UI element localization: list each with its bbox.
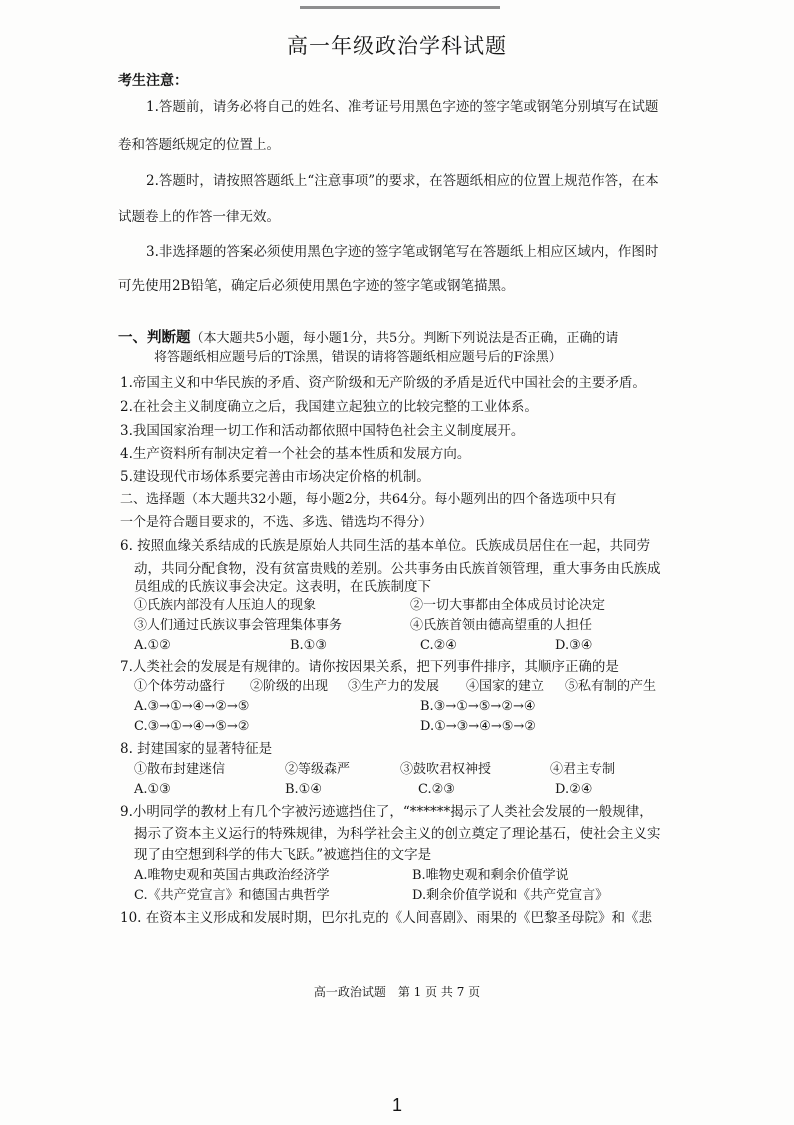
q8-statement: ①散布封建迷信 [134, 762, 226, 777]
q6-statement: ④氏族首领由德高望重的人担任 [410, 618, 593, 633]
notice-line: 试题卷上的作答一律无效。 [118, 209, 280, 225]
notice-line: 1.答题前，请务必将自己的姓名、准考证号用黑色字迹的签字笔或钢笔分别填写在试题 [146, 99, 659, 115]
question-10-stem: 10. 在资本主义形成和发展时期，巴尔扎克的《人间喜剧》、雨果的《巴黎圣母院》和《悲 [120, 910, 653, 926]
section2-instructions: 一个是符合题目要求的，不选、多选、错选均不得分） [120, 515, 433, 530]
q6-statement: ③人们通过氏族议事会管理集体事务 [134, 618, 343, 633]
q8-statement: ③鼓吹君权神授 [400, 762, 492, 777]
q7-option-d: D.①→③→④→⑤→② [420, 719, 536, 734]
q8-option-c: C.②③ [418, 782, 455, 797]
question-9-stem: 揭示了资本主义运行的特殊规律，为科学社会主义的创立奠定了理论基石，使社会主义实 [134, 826, 661, 842]
question-6-stem: 6. 按照血缘关系结成的氏族是原始人共同生活的基本单位。氏族成员居住在一起，共同劳 [120, 538, 651, 554]
q7-option-a: A.③→①→④→②→⑤ [134, 699, 250, 714]
q9-option-a: A.唯物史观和英国古典政治经济学 [134, 868, 330, 883]
judgement-item: 1.帝国主义和中华民族的矛盾、资产阶级和无产阶级的矛盾是近代中国社会的主要矛盾。 [120, 375, 646, 391]
notice-line: 可先使用2B铅笔，确定后必须使用黑色字迹的签字笔或钢笔描黑。 [118, 278, 515, 294]
judgement-item: 3.我国国家治理一切工作和活动都依照中国特色社会主义制度展开。 [120, 423, 525, 439]
question-8-stem: 8. 封建国家的显著特征是 [120, 741, 273, 757]
q8-option-a: A.①③ [134, 782, 171, 797]
section1-instructions: （本大题共5小题，每小题1分，共5分。判断下列说法是否正确，正确的请 [190, 331, 619, 346]
notice-line: 卷和答题纸规定的位置上。 [118, 137, 280, 153]
q7-option-b: B.③→①→⑤→②→④ [420, 699, 536, 714]
q6-statement: ①氏族内部没有人压迫人的现象 [134, 598, 317, 613]
q8-option-d: D.②④ [555, 782, 593, 797]
notice-heading: 考生注意： [118, 73, 188, 89]
judgement-item: 5.建设现代市场体系要完善由市场决定价格的机制。 [120, 469, 430, 485]
q7-option-c: C.③→①→④→⑤→② [134, 719, 250, 734]
section2-heading: 二、选择题（本大题共32小题，每小题2分，共64分。每小题列出的四个备选项中只有 [120, 492, 617, 507]
question-9-stem: 9.小明同学的教材上有几个字被污迹遮挡住了，“******揭示了人类社会发展的一般规律， [120, 804, 653, 820]
q7-event: ③生产力的发展 [348, 679, 440, 694]
q7-event: ④国家的建立 [466, 679, 545, 694]
q8-statement: ②等级森严 [285, 762, 351, 777]
judgement-item: 2.在社会主义制度确立之后，我国建立起独立的比较完整的工业体系。 [120, 399, 538, 415]
question-9-stem: 现了由空想到科学的伟大飞跃。”被遮挡住的文字是 [134, 847, 432, 863]
q8-option-b: B.①④ [285, 782, 322, 797]
question-6-stem: 动，共同分配食物，没有贫富贵贱的差别。公共事务由氏族首领管理，重大事务由氏族成 [134, 561, 661, 577]
section1-title: 一、判断题 [118, 329, 191, 346]
question-6-stem: 员组成的氏族议事会决定。这表明，在氏族制度下 [134, 579, 431, 595]
notice-line: 2.答题时，请按照答题纸上“注意事项”的要求，在答题纸相应的位置上规范作答，在本 [146, 173, 659, 189]
page-footer: 高一政治试题 第 1 页 共 7 页 [313, 985, 481, 999]
q6-statement: ②一切大事都由全体成员讨论决定 [410, 598, 606, 613]
notice-line: 3.非选择题的答案必须使用黑色字迹的签字笔或钢笔写在答题纸上相应区域内，作图时 [146, 244, 659, 260]
section1-instructions-2: 将答题纸相应题号后的T涂黑，错误的请将答题纸相应题号后的F涂黑） [154, 350, 562, 365]
q6-option-a: A.①② [134, 638, 171, 653]
q6-option-b: B.①③ [290, 638, 327, 653]
q7-event: ②阶级的出现 [250, 679, 329, 694]
q7-event: ①个体劳动盛行 [134, 679, 226, 694]
q9-option-b: B.唯物史观和剩余价值学说 [412, 868, 569, 883]
judgement-item: 4.生产资料所有制决定着一个社会的基本性质和发展方向。 [120, 446, 471, 462]
page-title: 高一年级政治学科试题 [287, 34, 507, 58]
scan-top-mark [300, 0, 500, 9]
q8-statement: ④君主专制 [550, 762, 616, 777]
section1-heading [118, 329, 618, 348]
question-7-stem: 7.人类社会的发展是有规律的。请你按因果关系，把下列事件排序，其顺序正确的是 [120, 659, 619, 675]
q6-option-d: D.③④ [555, 638, 593, 653]
q7-event: ⑤私有制的产生 [565, 679, 657, 694]
page-number: 1 [391, 1095, 402, 1115]
q6-option-c: C.②④ [420, 638, 457, 653]
q9-option-d: D.剩余价值学说和《共产党宣言》 [412, 888, 609, 903]
q9-option-c: C.《共产党宣言》和德国古典哲学 [134, 888, 330, 903]
